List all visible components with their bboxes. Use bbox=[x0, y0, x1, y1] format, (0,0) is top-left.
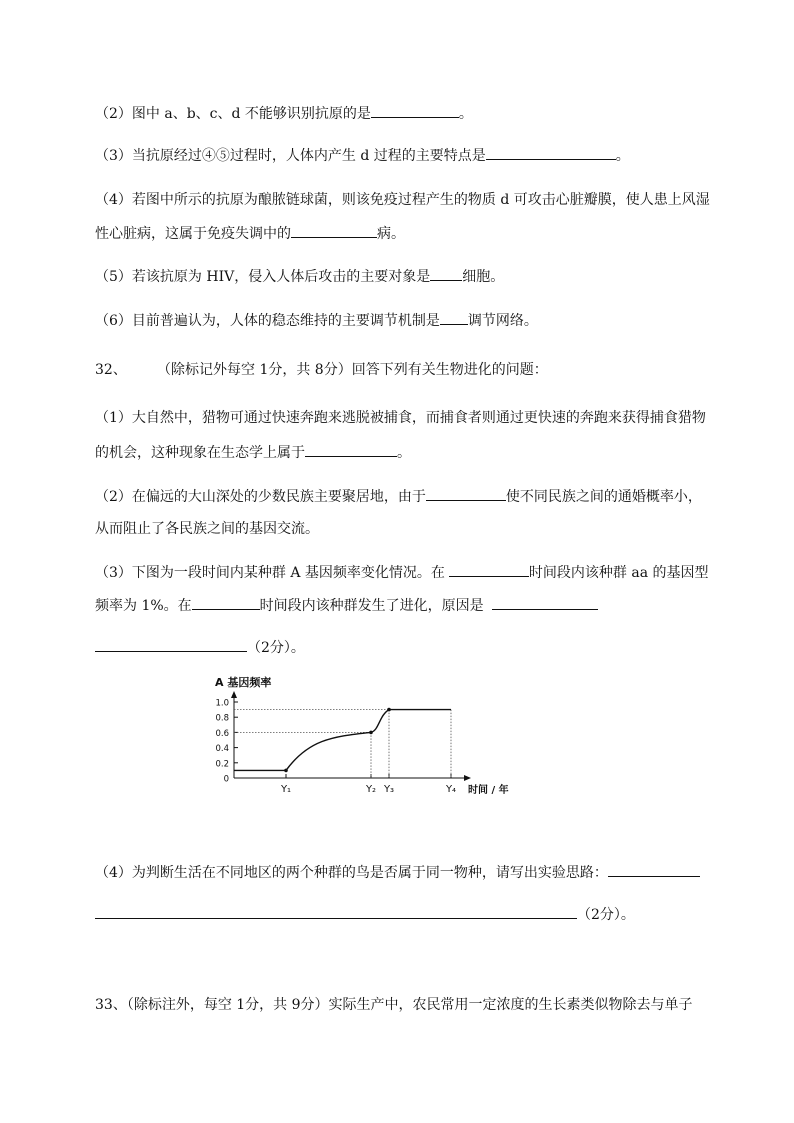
question-32-3-cont: 时间段内该种群 aa 的基因型 bbox=[528, 565, 709, 581]
question-32-2-cont: 使不同民族之间的通婚概率小， bbox=[505, 489, 702, 505]
question-6 bbox=[95, 310, 538, 331]
chart-title: A 基因频率 bbox=[215, 676, 272, 689]
question-32-1-end: 。 bbox=[397, 445, 411, 461]
answer-blank[interactable] bbox=[492, 595, 598, 610]
gene-frequency-chart bbox=[210, 672, 530, 804]
question-32-header bbox=[95, 360, 548, 380]
question-3-end: 。 bbox=[615, 148, 630, 164]
question-2-end: 。 bbox=[458, 106, 473, 122]
question-32-1-line-2 bbox=[95, 442, 411, 463]
y-tick-label: 0.2 bbox=[215, 759, 229, 770]
question-32-3-line-2 bbox=[95, 595, 598, 616]
score-note: （2分）。 bbox=[247, 640, 305, 656]
question-32-4-text: （4）为判断生活在不同地区的两个种群的鸟是否属于同一物种，请写出实验思路： bbox=[95, 865, 608, 881]
y-tick-label: 0.6 bbox=[215, 728, 229, 739]
data-points bbox=[284, 708, 391, 772]
answer-blank[interactable] bbox=[95, 904, 577, 919]
question-32-1-line-1: （1）大自然中，猎物可通过快速奔跑来逃脱被捕食，而捕食者则通过更快速的奔跑来获得捕食猎物 bbox=[95, 410, 706, 426]
y-axis-arrow bbox=[231, 691, 237, 698]
question-3 bbox=[95, 145, 630, 166]
question-32-3-line-3 bbox=[95, 637, 305, 658]
question-32-3-text: （3）下图为一段时间内某种群 A 基因频率变化情况。在 bbox=[95, 565, 445, 581]
answer-blank[interactable] bbox=[426, 486, 506, 501]
y-tick-label: 1.0 bbox=[215, 698, 229, 709]
question-32-3-cont-2: 时间段内该种群发生了进化，原因是 bbox=[259, 598, 484, 614]
question-32-2-text: （2）在偏远的大山深处的少数民族主要聚居地，由于 bbox=[95, 489, 426, 505]
question-32-text: （除标记外每空 1分，共 8分）回答下列有关生物进化的问题： bbox=[157, 362, 548, 378]
question-4-line-2 bbox=[95, 223, 405, 244]
question-5-end: 细胞。 bbox=[462, 269, 505, 285]
answer-blank[interactable] bbox=[440, 310, 468, 325]
answer-blank[interactable] bbox=[430, 266, 462, 281]
question-2-text: （2）图中 a、b、c、d 不能够识别抗原的是 bbox=[95, 106, 371, 122]
answer-blank[interactable] bbox=[486, 145, 616, 160]
y-tick-label: 0.8 bbox=[215, 713, 229, 724]
answer-blank[interactable] bbox=[608, 862, 700, 877]
question-4-text: 性心脏病，这属于免疫失调中的 bbox=[95, 226, 291, 242]
question-32-3-line-1 bbox=[95, 562, 709, 583]
x-tick-label: Y₃ bbox=[383, 784, 395, 795]
reference-lines bbox=[234, 710, 451, 778]
data-point bbox=[284, 769, 288, 773]
question-number: 32、 bbox=[95, 362, 127, 378]
answer-blank[interactable] bbox=[192, 595, 260, 610]
x-axis-arrow bbox=[464, 775, 471, 781]
question-32-2-line-1 bbox=[95, 486, 702, 507]
x-ticks bbox=[280, 774, 456, 795]
answer-blank[interactable] bbox=[95, 637, 247, 652]
y-tick-label: 0 bbox=[223, 774, 229, 785]
frequency-line bbox=[234, 710, 451, 771]
question-32-2-line-2: 从而阻止了各民族之间的基因交流。 bbox=[95, 521, 319, 537]
answer-blank[interactable] bbox=[291, 223, 377, 238]
question-3-text: （3）当抗原经过④⑤过程时，人体内产生 d 过程的主要特点是 bbox=[95, 148, 486, 164]
x-tick-label: Y₂ bbox=[365, 784, 377, 795]
x-tick-label: Y₁ bbox=[280, 784, 292, 795]
question-5 bbox=[95, 266, 504, 287]
question-4-end: 病。 bbox=[377, 226, 405, 242]
x-axis-label: 时间 / 年 bbox=[468, 785, 509, 796]
question-32-3-text-2: 频率为 1%。在 bbox=[95, 598, 192, 614]
question-2 bbox=[95, 103, 473, 124]
y-ticks bbox=[215, 699, 238, 785]
question-6-text: （6）目前普遍认为，人体的稳态维持的主要调节机制是 bbox=[95, 313, 440, 329]
question-32-1-text: 的机会，这种现象在生态学上属于 bbox=[95, 445, 305, 461]
answer-blank[interactable] bbox=[305, 442, 397, 457]
answer-blank[interactable] bbox=[371, 103, 459, 118]
question-32-4-line-1 bbox=[95, 862, 700, 883]
score-note: （2分）。 bbox=[577, 907, 635, 923]
question-6-end: 调节网络。 bbox=[467, 313, 538, 329]
question-32-4-line-2 bbox=[95, 904, 635, 925]
question-33: 33、（除标注外，每空 1分，共 9分）实际生产中，农民常用一定浓度的生长素类似物除去与单子 bbox=[95, 997, 693, 1013]
y-tick-label: 0.4 bbox=[215, 744, 229, 755]
data-point bbox=[369, 731, 373, 735]
x-tick-label: Y₄ bbox=[445, 784, 457, 795]
question-5-text: （5）若该抗原为 HIV，侵入人体后攻击的主要对象是 bbox=[95, 269, 431, 285]
answer-blank[interactable] bbox=[449, 562, 529, 577]
data-point bbox=[387, 708, 391, 712]
question-4-line-1: （4）若图中所示的抗原为酿脓链球菌，则该免疫过程产生的物质 d 可攻击心脏瓣膜，使人患上风湿 bbox=[95, 192, 710, 208]
